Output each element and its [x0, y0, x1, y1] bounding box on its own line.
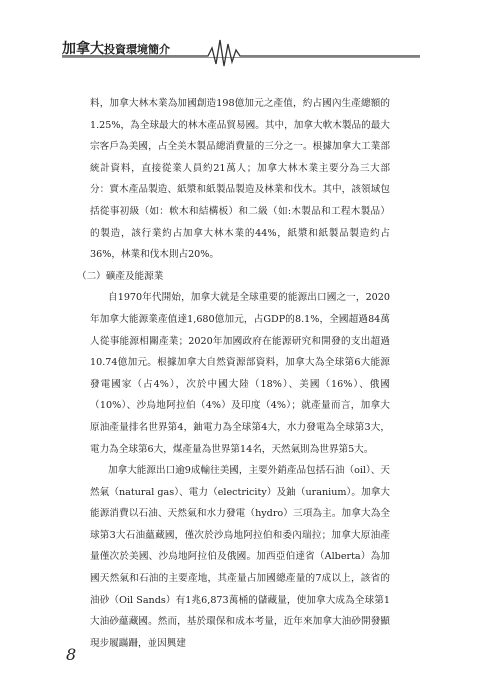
heartbeat-line-icon: [0, 0, 480, 70]
section-heading-mining-energy: （二）礦產及能源業: [77, 270, 164, 282]
paragraph-forestry: 料，加拿大林木業為加國創造198億加元之產值，約占國內生產總額的1.25%，為全球最大的林木產品貿易國。其中，加拿大軟木製品的最大宗客戶為美國，占全美木製品總消費量的三分之一。根據加拿大工業部統計資料，直接從業人員約21萬人；加拿大林木業主要分為三大部分：實木產品製造、紙漿和紙製品製造及林業和伐木。其中，該領域包括從事初級（如：軟木和結構板）和二級（如:木製品和工程木製品）的製造，該行業約占加拿大林木業的44%，紙漿和紙製品製造約占36%，林業和伐木則占20%。: [90, 98, 390, 261]
header-title: [62, 38, 170, 58]
header-title-main: 加拿大: [62, 41, 104, 57]
body-text: [77, 93, 390, 654]
page-header: [0, 0, 480, 70]
header-title-sub: 投資環境簡介: [104, 43, 170, 56]
paragraph-energy-overview: 自1970年代開始，加拿大就是全球重要的能源出口國之一，2020年加拿大能源業產值達1,680億加元，占GDP的8.1%，全國超過84萬人從事能源相關產業；2020年加國政府在能源研究和開發的支出超過10.74億加元。根據加拿大自然資源部資料，加拿大為全球第6大能源發電國家（占4%），次於中國大陸（18%）、美國（16%）、俄國（10%）、沙烏地阿拉伯（4%）及印度（4%）；就產量而言，加拿大原油產量排名世界第4，鈾電力為全球第4大，水力發電為全球第3大，電力為全球第6大，煤產量為世界第14名，天然氣則為世界第5大。: [90, 292, 390, 455]
paragraph-energy-exports: 加拿大能源出口逾9成輸往美國，主要外銷產品包括石油（oil）、天然氣（natural gas）、電力（electricity）及鈾（uranium）。加拿大能源消費以石油、天然氣和水力發電（hydro）三項為主。加拿大為全球第3大石油蘊藏國，僅次於沙烏地阿拉伯和委內瑞拉；加拿大原油產量僅次於美國、沙烏地阿拉伯及俄國。加西亞伯達省（Alberta）為加國天然氣和石油的主要產地，其產量占加國總產量的7成以上，該省的油砂（Oil Sands）有1兆6,873萬桶的儲藏量，使加拿大成為全球第1大油砂蘊藏國。然而，基於環保和成本考量，近年來加拿大油砂開發顯現步履蹣跚，並因興建: [90, 465, 390, 649]
page-number: 8: [66, 645, 77, 664]
